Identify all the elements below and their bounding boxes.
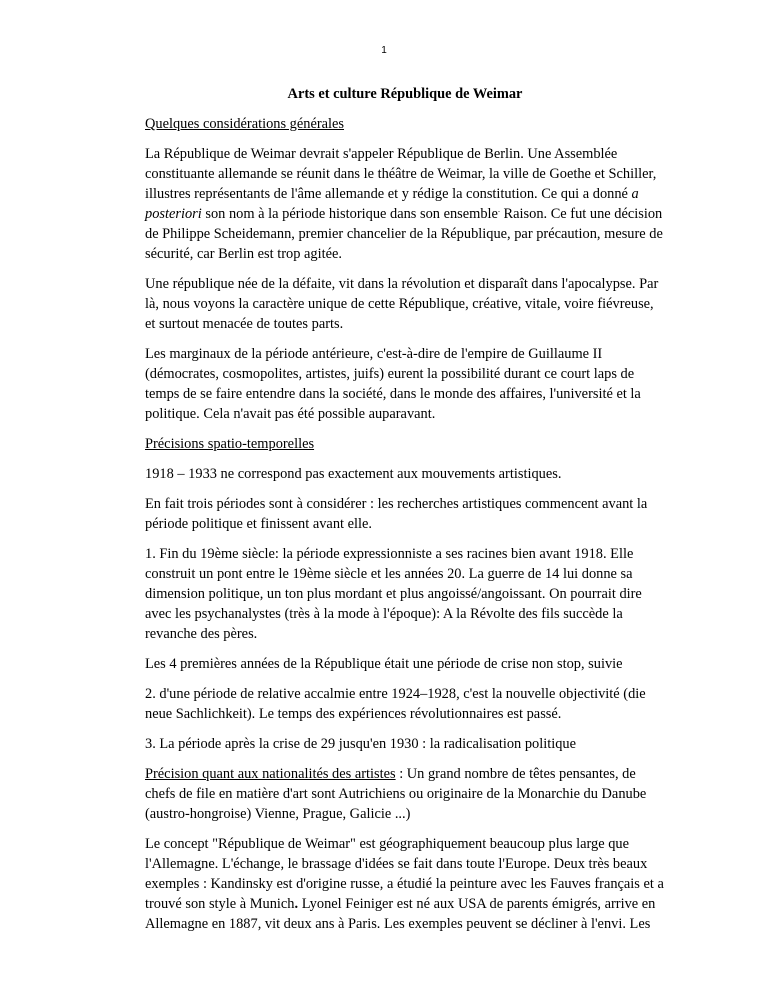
page-number: 1 <box>381 45 387 56</box>
paragraph-period-2: 2. d'une période de relative accalmie entre 1924–1928, c'est la nouvelle objectivité (die neue Sachlichkeit). Le temps des expériences révolutionnaires est passé. <box>145 686 646 722</box>
paragraph-dates: 1918 – 1933 ne correspond pas exactement aux mouvements artistiques. <box>145 466 562 482</box>
document-title: Arts et culture République de Weimar <box>287 86 523 102</box>
paragraph-text: Le concept "République de Weimar" est géographiquement beaucoup plus large que l'Allemagne. L'échange, le brassage d'idées se fait dans toute l'Europe. Deux très beaux exemples : Kandinsky est d'origine russe, a étudié la peinture avec les Fauves français et a trouvé son style à Munich <box>145 836 664 912</box>
bold-dot: . <box>294 896 299 912</box>
paragraph-republic-defeat: Une république née de la défaite, vit dans la révolution et disparaît dans l'apocalypse. Par là, nous voyons la caractère unique de cette République, créative, vitale, voire fiévreuse, et surtout menacée de toutes parts. <box>145 276 659 332</box>
paragraph-text: Lyonel Feiniger est né aux USA de parents émigrés, arrive en Allemagne en 1887, vit deux ans à Paris. Les exemples peuvent se décliner à l'envi. Les <box>145 896 656 932</box>
section-heading-spatio-temporal: Précisions spatio-temporelles <box>145 436 315 452</box>
section-heading-general: Quelques considérations générales <box>145 116 345 132</box>
paragraph-three-periods: En fait trois périodes sont à considérer : les recherches artistiques commencent avant la période politique et finissent avant elle. <box>145 496 648 532</box>
paragraph-crisis-years: Les 4 premières années de la République était une période de crise non stop, suivie <box>145 656 623 672</box>
document-body <box>145 84 665 944</box>
paragraph-weimar-name <box>145 144 665 264</box>
underlined-phrase: Précision quant aux nationalités des artistes <box>145 766 396 782</box>
paragraph-period-1: 1. Fin du 19ème siècle: la période expressionniste a ses racines bien avant 1918. Elle construit un pont entre le 19ème siècle et les années 20. La guerre de 14 lui donne sa dimension politique, un ton plus mordant et plus angoissé/angoissant. On pourrait dire avec les psychanalystes (très à la mode à l'époque): A la Révolte des fils succède la revanche des pères. <box>145 546 642 642</box>
paragraph-marginals: Les marginaux de la période antérieure, c'est-à-dire de l'empire de Guillaume II (démocrates, cosmopolites, artistes, juifs) eurent la possibilité durant ce court laps de temps de se faire entendre dans la société, dans le monde des affaires, l'université et la politique. Cela n'avait pas été possible auparavant. <box>145 346 641 422</box>
paragraph-text: Raison. Ce fut une décision de Philippe Scheidemann, premier chancelier de la République, par précaution, mesure de sécurité, car Berlin est trop agitée. <box>145 206 663 262</box>
paragraph-text: : Un grand nombre de têtes pensantes, de chefs de file en matière d'art sont Autrichiens ou originaire de la Monarchie du Danube (austro-hongroise) Vienne, Prague, Galicie ...) <box>145 766 647 822</box>
paragraph-text: son nom à la période historique dans son ensemble <box>201 206 498 222</box>
paragraph-nationalities <box>145 764 665 824</box>
paragraph-geography <box>145 834 665 934</box>
paragraph-period-3: 3. La période après la crise de 29 jusqu'en 1930 : la radicalisation politique <box>145 736 576 752</box>
paragraph-text: La République de Weimar devrait s'appeler République de Berlin. Une Assemblée constituante allemande se réunit dans le théâtre de Weimar, la ville de Goethe et Schiller, illustres représentants de l'âme allemande et y rédige la constitution. Ce qui a donné <box>145 146 657 202</box>
superscript-mark: . <box>497 205 500 215</box>
italic-phrase: a posteriori <box>145 186 639 222</box>
